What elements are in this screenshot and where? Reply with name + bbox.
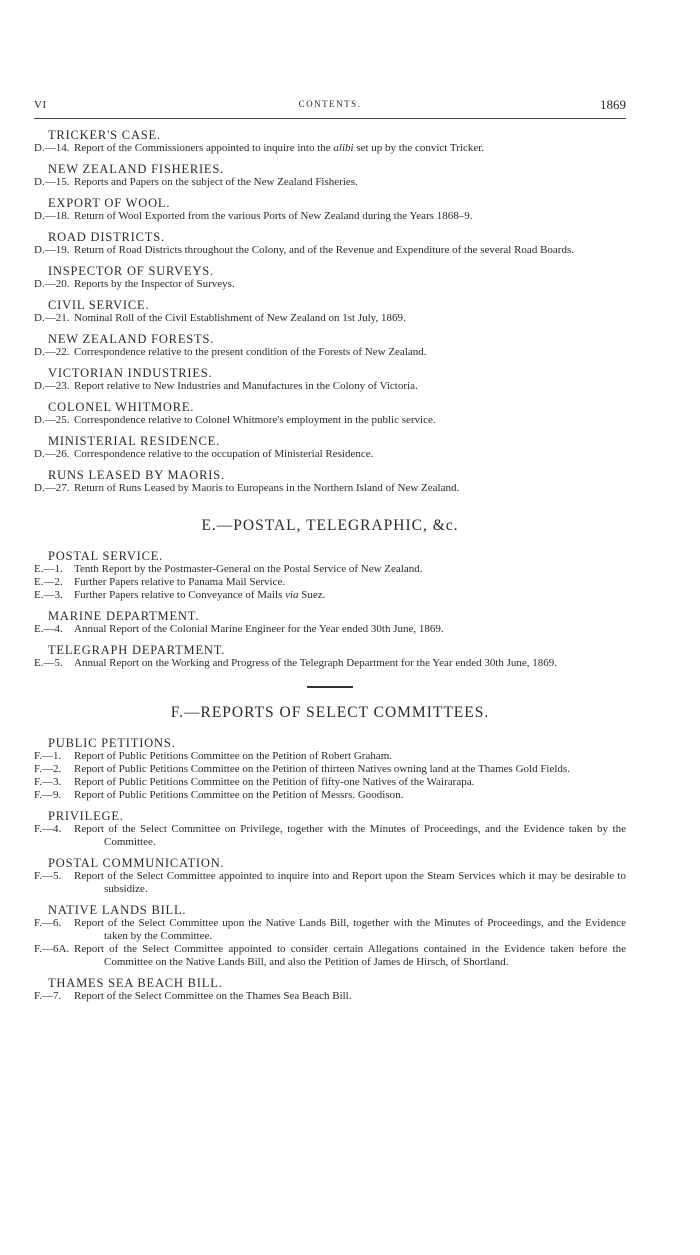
- group-title: PRIVILEGE.: [48, 809, 124, 823]
- group-title: INSPECTOR OF SURVEYS.: [48, 264, 214, 278]
- entry-code: D.—18.: [34, 210, 70, 222]
- group-title: TELEGRAPH DEPARTMENT.: [48, 643, 226, 657]
- group-postal-service: [34, 549, 626, 602]
- entry-text: Tenth Report by the Postmaster-General on the Postal Service of New Zealand.: [74, 563, 423, 575]
- entry-text: Correspondence relative to the present condition of the Forests of New Zealand.: [74, 346, 427, 358]
- entry-f-9: [34, 789, 626, 802]
- entry-e-5: [34, 657, 626, 670]
- entry-text: Annual Report on the Working and Progress of the Telegraph Department for the Year ended 30th June, 1869.: [74, 657, 558, 669]
- group-native-lands-bill: [34, 903, 626, 969]
- entry-e-2: [34, 576, 626, 589]
- entry-f-4: [34, 823, 626, 849]
- entry-text: Further Papers relative to Panama Mail Service.: [74, 576, 286, 588]
- group-title: NATIVE LANDS BILL.: [48, 903, 187, 917]
- entry-code: D.—23.: [34, 380, 70, 392]
- group-title: POSTAL SERVICE.: [48, 549, 164, 563]
- section-heading-e: E.—POSTAL, TELEGRAPHIC, &c.: [201, 517, 459, 534]
- group-telegraph-department: [34, 643, 626, 670]
- entry-code: F.—9.: [34, 789, 62, 801]
- entry-code: F.—5.: [34, 870, 62, 882]
- group-thames-sea-beach-bill: [34, 976, 626, 1003]
- group-title: POSTAL COMMUNICATION.: [48, 856, 225, 870]
- entry-d-22: [34, 346, 626, 359]
- entry-code: F.—3.: [34, 776, 62, 788]
- group-privilege: [34, 809, 626, 849]
- group-title: RUNS LEASED BY MAORIS.: [48, 468, 225, 482]
- entry-text: Report of the Select Committee on the Thames Sea Beach Bill.: [74, 990, 352, 1002]
- entry-d-26: [34, 448, 626, 461]
- entry-code: F.—6.: [34, 917, 62, 929]
- entry-text: Report of Public Petitions Committee on the Petition of Messrs. Goodison.: [74, 789, 404, 801]
- group-title: ROAD DISTRICTS.: [48, 230, 165, 244]
- entry-f-6a: [34, 943, 626, 969]
- entry-code: D.—15.: [34, 176, 70, 188]
- entry-d-18: [34, 210, 626, 223]
- entry-code: D.—22.: [34, 346, 70, 358]
- entry-text: Reports and Papers on the subject of the New Zealand Fisheries.: [74, 176, 358, 188]
- entry-text: Correspondence relative to the occupation of Ministerial Residence.: [74, 448, 374, 460]
- year: 1869: [600, 97, 626, 112]
- running-head: [34, 97, 626, 115]
- section-f: [34, 736, 626, 1003]
- entry-text: Report of Public Petitions Committee on the Petition of thirteen Natives owning land at the Thames Gold Fields.: [74, 763, 570, 775]
- group-marine-department: [34, 609, 626, 636]
- running-title: CONTENTS.: [298, 99, 362, 109]
- entry-text: Nominal Roll of the Civil Establishment of New Zealand on 1st July, 1869.: [74, 312, 406, 324]
- entry-f-3: [34, 776, 626, 789]
- group-nz-fisheries: [34, 162, 626, 189]
- entry-code: E.—4.: [34, 623, 63, 635]
- entry-text: Report of the Select Committee upon the Native Lands Bill, together with the Minutes of Proceedings, and the Evidence taken by the Committee.: [74, 917, 626, 942]
- entry-code: D.—27.: [34, 482, 70, 494]
- section-divider-rule: [307, 686, 353, 688]
- entry-code: F.—1.: [34, 750, 62, 762]
- section-heading-f: F.—REPORTS OF SELECT COMMITTEES.: [170, 704, 490, 721]
- entry-text: Reports by the Inspector of Surveys.: [74, 278, 235, 290]
- group-export-of-wool: [34, 196, 626, 223]
- entry-code: E.—2.: [34, 576, 63, 588]
- group-title: MARINE DEPARTMENT.: [48, 609, 200, 623]
- group-postal-communication: [34, 856, 626, 896]
- group-public-petitions: [34, 736, 626, 802]
- entry-text: Further Papers relative to Conveyance of Mails via Suez.: [74, 589, 326, 601]
- entry-code: D.—19.: [34, 244, 70, 256]
- entry-text: Report of the Select Committee on Privilege, together with the Minutes of Proceedings, and the Evidence taken by the Committee.: [74, 823, 626, 848]
- group-title: THAMES SEA BEACH BILL.: [48, 976, 223, 990]
- group-road-districts: [34, 230, 626, 257]
- entry-code: E.—3.: [34, 589, 63, 601]
- entry-text: Annual Report of the Colonial Marine Engineer for the Year ended 30th June, 1869.: [74, 623, 444, 635]
- group-ministerial-residence: [34, 434, 626, 461]
- entry-code: F.—4.: [34, 823, 62, 835]
- entry-text: Report of the Select Committee appointed to consider certain Allegations contained in the Evidence taken before the Committee on the Native Lands Bill, and also the Petition of James de Hirsch, of Shortland.: [74, 943, 626, 968]
- group-title: NEW ZEALAND FORESTS.: [48, 332, 215, 346]
- entry-code: D.—14.: [34, 142, 70, 154]
- entry-d-20: [34, 278, 626, 291]
- entry-text: Report of the Commissioners appointed to inquire into the alibi set up by the convict Tricker.: [74, 142, 485, 154]
- entry-code: D.—21.: [34, 312, 70, 324]
- page-number: VI: [34, 99, 47, 111]
- entry-text: Correspondence relative to Colonel Whitmore's employment in the public service.: [74, 414, 436, 426]
- section-e: [34, 549, 626, 670]
- entry-code: D.—26.: [34, 448, 70, 460]
- group-title: EXPORT OF WOOL.: [48, 196, 171, 210]
- group-title: MINISTERIAL RESIDENCE.: [48, 434, 220, 448]
- group-runs-leased-by-maoris: [34, 468, 626, 495]
- entry-text: Return of Road Districts throughout the Colony, and of the Revenue and Expenditure of the several Road Boards.: [74, 244, 574, 256]
- entry-f-5: [34, 870, 626, 896]
- header-rule: [34, 118, 626, 119]
- section-d: [34, 128, 626, 495]
- group-title: COLONEL WHITMORE.: [48, 400, 195, 414]
- entry-d-25: [34, 414, 626, 427]
- entry-d-23: [34, 380, 626, 393]
- entry-text: Report of Public Petitions Committee on the Petition of fifty-one Natives of the Wairarapa.: [74, 776, 475, 788]
- entry-code: F.—6A.: [34, 943, 70, 955]
- group-inspector-of-surveys: [34, 264, 626, 291]
- group-title: CIVIL SERVICE.: [48, 298, 150, 312]
- entry-d-15: [34, 176, 626, 189]
- entry-code: F.—7.: [34, 990, 62, 1002]
- entry-e-1: [34, 563, 626, 576]
- group-title: TRICKER'S CASE.: [48, 128, 161, 142]
- contents-body: [34, 128, 626, 1010]
- group-title: VICTORIAN INDUSTRIES.: [48, 366, 213, 380]
- entry-d-27: [34, 482, 626, 495]
- entry-text: Return of Wool Exported from the various Ports of New Zealand during the Years 1868–9.: [74, 210, 473, 222]
- group-nz-forests: [34, 332, 626, 359]
- group-victorian-industries: [34, 366, 626, 393]
- entry-code: D.—20.: [34, 278, 70, 290]
- entry-text: Report of Public Petitions Committee on the Petition of Robert Graham.: [74, 750, 393, 762]
- group-civil-service: [34, 298, 626, 325]
- entry-d-14: [34, 142, 626, 155]
- entry-text: Return of Runs Leased by Maoris to Europeans in the Northern Island of New Zealand.: [74, 482, 460, 494]
- entry-text: Report relative to New Industries and Manufactures in the Colony of Victoria.: [74, 380, 418, 392]
- entry-code: E.—1.: [34, 563, 63, 575]
- entry-code: E.—5.: [34, 657, 63, 669]
- entry-code: D.—25.: [34, 414, 70, 426]
- group-title: NEW ZEALAND FISHERIES.: [48, 162, 225, 176]
- entry-f-2: [34, 763, 626, 776]
- entry-e-3: [34, 589, 626, 602]
- entry-f-1: [34, 750, 626, 763]
- entry-d-21: [34, 312, 626, 325]
- entry-e-4: [34, 623, 626, 636]
- entry-code: F.—2.: [34, 763, 62, 775]
- entry-text: Report of the Select Committee appointed to inquire into and Report upon the Steam Services which it may be desirable to subsidize.: [74, 870, 626, 895]
- entry-f-7: [34, 990, 626, 1003]
- entry-f-6: [34, 917, 626, 943]
- group-title: PUBLIC PETITIONS.: [48, 736, 176, 750]
- group-colonel-whitmore: [34, 400, 626, 427]
- entry-d-19: [34, 244, 626, 257]
- group-trickers-case: [34, 128, 626, 155]
